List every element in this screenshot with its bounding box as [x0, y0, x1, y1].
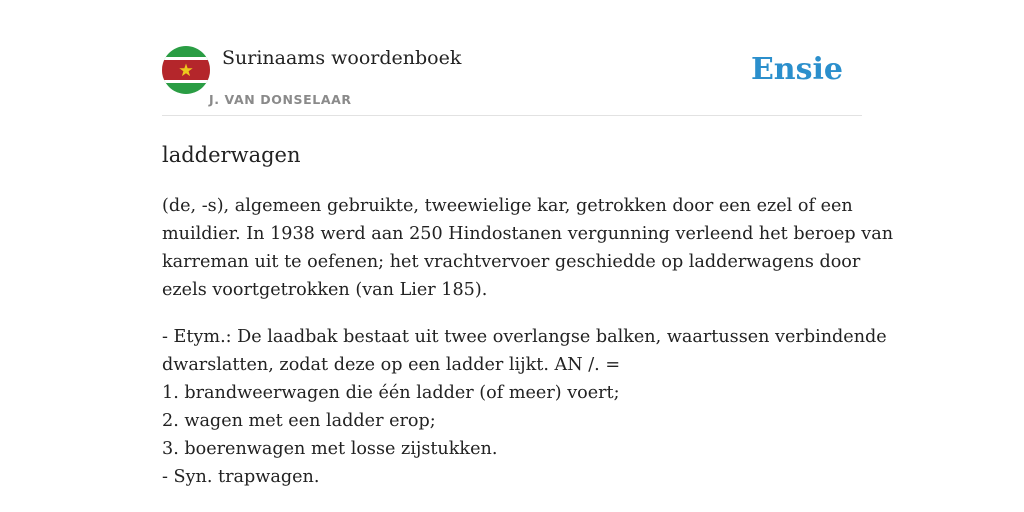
- suriname-flag-graphic: [162, 46, 210, 94]
- sense-item: 3. boerenwagen met losse zijstukken.: [162, 439, 498, 459]
- etymology-paragraph: [162, 323, 887, 491]
- dictionary-title[interactable]: Surinaams woordenboek: [222, 47, 462, 69]
- entry-term: ladderwagen: [162, 143, 301, 167]
- definition-line: (de, -s), algemeen gebruikte, tweewielige kar, getrokken door een ezel of een: [162, 196, 853, 216]
- site-header: [162, 46, 862, 116]
- entry-definition: [162, 192, 894, 510]
- page: [162, 0, 894, 512]
- definition-line: muildier. In 1938 werd aan 250 Hindostanen vergunning verleend het beroep van: [162, 224, 894, 244]
- header-divider: [162, 115, 862, 116]
- definition-line: ezels voortgetrokken (van Lier 185).: [162, 280, 488, 300]
- etymology-line: - Etym.: De laadbak bestaat uit twee overlangse balken, waartussen verbindende: [162, 327, 887, 347]
- suriname-flag-icon: [162, 46, 210, 94]
- definition-line: karreman uit te oefenen; het vrachtvervoer geschiedde op ladderwagens door: [162, 252, 861, 272]
- definition-paragraph: [162, 192, 894, 304]
- etymology-line: dwarslatten, zodat deze op een ladder lijkt. AN /. =: [162, 355, 621, 375]
- synonym-line: - Syn. trapwagen.: [162, 467, 320, 487]
- brand-logo[interactable]: Ensie: [750, 52, 843, 87]
- sense-item: 1. brandweerwagen die één ladder (of meer) voert;: [162, 383, 620, 403]
- dictionary-author: J. VAN DONSELAAR: [209, 92, 352, 107]
- sense-item: 2. wagen met een ladder erop;: [162, 411, 436, 431]
